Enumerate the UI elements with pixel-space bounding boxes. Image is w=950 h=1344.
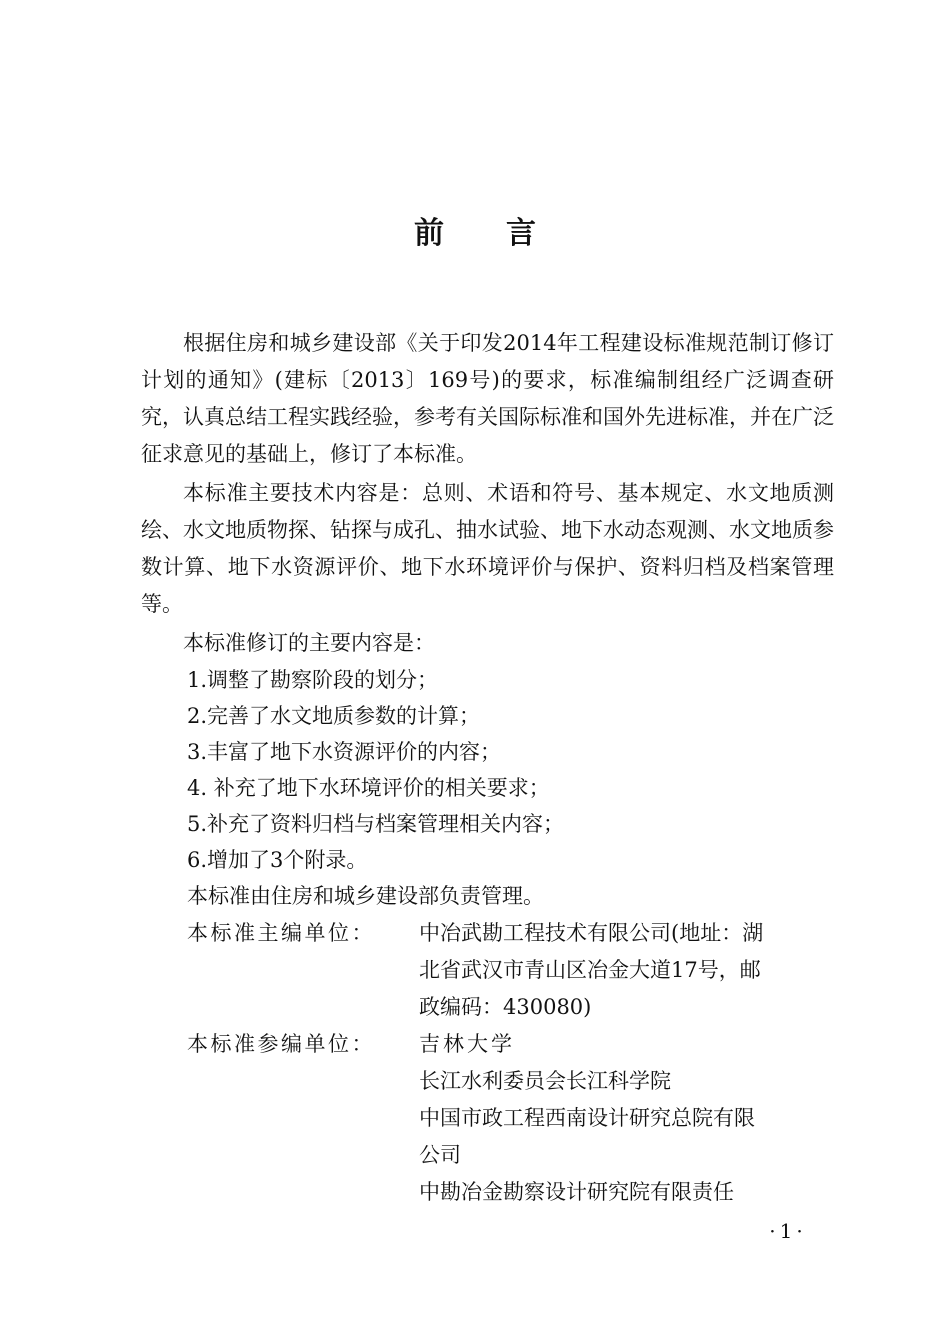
chief-unit-value xyxy=(419,915,834,1026)
participating-unit: 长江水利委员会长江科学院 xyxy=(419,1069,671,1093)
participating-unit: 中勘冶金勘察设计研究院有限责任 xyxy=(419,1180,734,1204)
list-item: 6.增加了3个附录。 xyxy=(187,848,368,872)
paragraph-basis: 根据住房和城乡建设部《关于印发2014年工程建设标准规范制订修订计划的通知》(建标〔2013〕169号)的要求，标准编制组经广泛调查研究，认真总结工程实践经验，参考有关国际标准和国外先进标准，并在广泛征求意见的基础上，修订了本标准。 xyxy=(141,331,834,466)
chief-unit-line: 中冶武勘工程技术有限公司(地址：湖 xyxy=(419,921,764,945)
page-number: ·1· xyxy=(769,1219,807,1243)
chief-unit-label: 本标准主编单位： xyxy=(187,921,375,945)
participating-unit-label: 本标准参编单位： xyxy=(187,1032,375,1056)
list-item: 2.完善了水文地质参数的计算； xyxy=(187,704,481,728)
list-item: 3.丰富了地下水资源评价的内容； xyxy=(187,740,502,764)
preface-body xyxy=(141,325,834,1211)
participating-units xyxy=(141,1026,834,1211)
management-statement: 本标准由住房和城乡建设部负责管理。 xyxy=(187,884,544,908)
page-title: 前言 xyxy=(414,216,598,251)
participating-unit: 公司 xyxy=(419,1143,461,1167)
chief-unit-line: 政编码：430080) xyxy=(419,995,592,1019)
list-item: 4. 补充了地下水环境评价的相关要求； xyxy=(187,776,550,800)
chief-editor-unit xyxy=(141,915,834,1026)
participating-unit: 吉林大学 xyxy=(419,1032,515,1056)
list-item: 1.调整了勘察阶段的划分； xyxy=(187,668,439,692)
revision-list xyxy=(141,662,834,878)
list-item: 5.补充了资料归档与档案管理相关内容； xyxy=(187,812,565,836)
chief-unit-line: 北省武汉市青山区冶金大道17号，邮 xyxy=(419,958,761,982)
participating-unit: 中国市政工程西南设计研究总院有限 xyxy=(419,1106,755,1130)
participating-unit-list xyxy=(419,1026,834,1211)
paragraph-technical-content: 本标准主要技术内容是：总则、术语和符号、基本规定、水文地质测绘、水文地质物探、钻探与成孔、抽水试验、地下水动态观测、水文地质参数计算、地下水资源评价、地下水环境评价与保护、资料归档及档案管理等。 xyxy=(141,481,834,616)
paragraph-revision-intro: 本标准修订的主要内容是： xyxy=(183,631,435,655)
